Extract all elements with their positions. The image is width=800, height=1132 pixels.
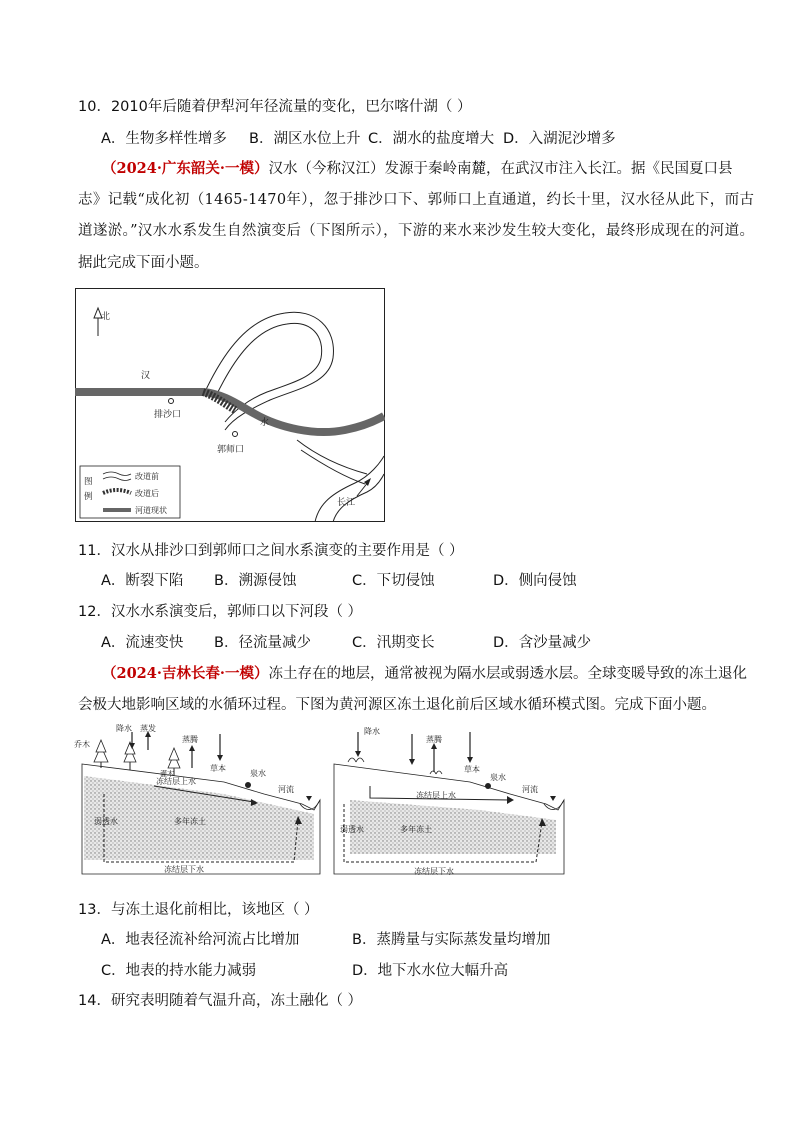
passage2-line2: 会极大地影响区域的水循环过程。下图为黄河源区冻土退化前后区域水循环模式图。完成下面小题。 bbox=[78, 697, 716, 713]
map-label-shui: 水 bbox=[260, 418, 270, 428]
q10-stem: 10．2010年后随着伊犁河年径流量的变化，巴尔喀什湖（ ） bbox=[78, 99, 472, 115]
q13-options-row2 bbox=[101, 961, 701, 981]
label-dongjieceng-xia-left: 冻结层下水 bbox=[164, 865, 204, 874]
q11-option-d[interactable]: D．侧向侵蚀 bbox=[493, 573, 577, 589]
q12-option-d[interactable]: D．含沙量减少 bbox=[493, 635, 592, 651]
label-zhengteng-right: 蒸腾 bbox=[426, 735, 442, 744]
north-label: 北 bbox=[101, 312, 111, 322]
q11-option-b[interactable]: B．溯源侵蚀 bbox=[214, 573, 297, 589]
label-zhengfa: 蒸发 bbox=[140, 724, 156, 733]
passage2-text1: 冻土存在的地层，通常被视为隔水层或弱透水层。全球变暖导致的冻土退化 bbox=[268, 666, 747, 682]
guoshikou-marker bbox=[233, 432, 238, 437]
legend-title-1: 图 bbox=[84, 477, 93, 487]
q14-stem: 14．研究表明随着气温升高，冻土融化（ ） bbox=[78, 993, 363, 1009]
label-ruotoushui-left: 弱透水 bbox=[94, 817, 118, 826]
label-caoben-left: 草本 bbox=[210, 764, 226, 773]
legend-title-2: 例 bbox=[84, 492, 93, 502]
q10-options bbox=[101, 129, 701, 149]
passage2-source: （2024·吉林长春·一模） bbox=[102, 665, 269, 682]
label-quanshui-left: 泉水 bbox=[250, 769, 266, 778]
q13-option-a[interactable]: A．地表径流补给河流占比增加 bbox=[101, 932, 300, 948]
label-duonian-right: 多年冻土 bbox=[400, 825, 432, 834]
q11-option-a[interactable]: A．断裂下陷 bbox=[101, 573, 184, 589]
label-dongjieceng-xia-right: 冻结层下水 bbox=[414, 867, 454, 876]
q11-options bbox=[101, 571, 701, 591]
passage1-source: （2024·广东韶关·一模） bbox=[102, 160, 269, 177]
label-dongjieceng-shang-right: 冻结层上水 bbox=[416, 791, 456, 800]
label-dongjieceng-shang-left: 冻结层上水 bbox=[156, 777, 196, 786]
passage1-line2: 志》记载“成化初（1465-1470年），忽于排沙口下、郭师口上直通道，约长十里，汉水径从此下，而古 bbox=[78, 192, 755, 208]
label-caoben-right: 草本 bbox=[464, 765, 480, 774]
label-guanmu: 灌木 bbox=[160, 770, 174, 778]
label-heliu-left: 河流 bbox=[278, 785, 294, 794]
passage1-line1 bbox=[102, 159, 732, 179]
map-label-paishakou: 排沙口 bbox=[154, 410, 182, 420]
legend-now: 河道现状 bbox=[135, 506, 167, 515]
q13-options-row1 bbox=[101, 930, 701, 950]
q10-option-c[interactable]: C．湖水的盐度增大 bbox=[368, 131, 495, 147]
q12-stem: 12．汉水水系演变后，郭师口以下河段（ ） bbox=[78, 604, 363, 620]
passage1-line3: 道遂淤。”汉水水系发生自然演变后（下图所示），下游的来水来沙发生较大变化，最终形成现在的河道。 bbox=[78, 223, 755, 239]
q12-option-c[interactable]: C．汛期变长 bbox=[352, 635, 435, 651]
q13-option-d[interactable]: D．地下水水位大幅升高 bbox=[352, 963, 509, 979]
label-qiaomu: 乔木 bbox=[74, 740, 90, 749]
passage1-line4: 据此完成下面小题。 bbox=[78, 255, 209, 271]
label-jiangshui-right: 降水 bbox=[364, 727, 380, 736]
q12-option-b[interactable]: B．径流量减少 bbox=[214, 635, 311, 651]
passage1-text1: 汉水（今称汉江）发源于秦岭南麓，在武汉市注入长江。据《民国夏口县 bbox=[268, 161, 733, 177]
q13-stem: 13．与冻土退化前相比，该地区（ ） bbox=[78, 902, 319, 918]
q13-option-b[interactable]: B．蒸腾量与实际蒸发量均增加 bbox=[352, 932, 551, 948]
map-label-changjiang: 长江 bbox=[337, 498, 356, 508]
paishakou-marker bbox=[169, 399, 174, 404]
q12-option-a[interactable]: A．流速变快 bbox=[101, 635, 184, 651]
legend-before: 改道前 bbox=[135, 472, 159, 481]
label-quanshui-right: 泉水 bbox=[490, 773, 506, 782]
q11-stem: 11．汉水从排沙口到郭师口之间水系演变的主要作用是（ ） bbox=[78, 543, 464, 559]
label-ruotoushui-right: 弱透水 bbox=[340, 825, 364, 834]
label-duonian-left: 多年冻土 bbox=[174, 817, 206, 826]
label-zhengteng-left: 蒸腾 bbox=[182, 735, 198, 744]
label-jiangshui-left: 降水 bbox=[116, 724, 132, 733]
legend-after: 改道后 bbox=[135, 489, 159, 498]
q10-option-b[interactable]: B．湖区水位上升 bbox=[249, 131, 361, 147]
q10-option-a[interactable]: A．生物多样性增多 bbox=[101, 131, 227, 147]
q11-option-c[interactable]: C．下切侵蚀 bbox=[352, 573, 435, 589]
passage2-line1 bbox=[102, 664, 747, 684]
label-heliu-right: 河流 bbox=[522, 785, 538, 794]
map-label-guoshikou: 郭师口 bbox=[217, 445, 245, 455]
permafrost-after-diagram bbox=[330, 724, 570, 882]
q10-option-d[interactable]: D．入湖泥沙增多 bbox=[503, 131, 616, 147]
q12-options bbox=[101, 633, 701, 653]
han-river-map bbox=[75, 288, 385, 522]
permafrost-before-diagram bbox=[74, 724, 328, 882]
map-label-han: 汉 bbox=[141, 371, 151, 381]
q13-option-c[interactable]: C．地表的持水能力减弱 bbox=[101, 963, 257, 979]
